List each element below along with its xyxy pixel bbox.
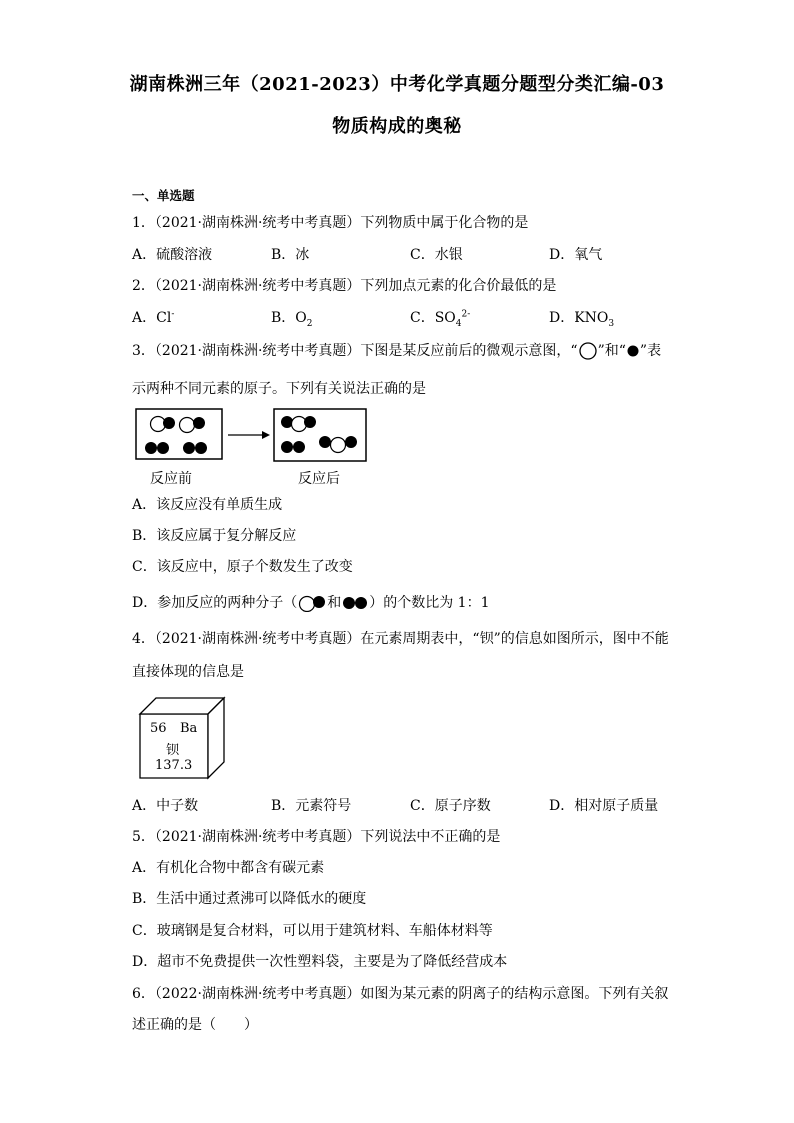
question-3-stem-line-2: 示两种不同元素的原子。下列有关说法正确的是 [132,381,426,397]
question-3-stem-line-1 [132,340,661,360]
q3-option-d-part-3: ）的个数比为 1：1 [369,595,490,611]
option-a-text: A．Cl [132,310,172,326]
option-c-text: C．SO [410,310,456,326]
question-3-option-c: C．该反应中，原子个数发生了改变 [132,559,353,575]
document-subtitle: 物质构成的奥秘 [332,116,462,137]
q3-option-d-part-2: 和 [327,595,342,611]
barium-element-cube [138,696,228,780]
question-5-option-d: D．超市不免费提供一次性塑料袋，主要是为了降低经营成本 [132,954,508,970]
document-title: 湖南株洲三年（2021-2023）中考化学真题分题型分类汇编-03 [129,74,665,95]
question-1-option-c: C．水银 [410,247,463,263]
after-reaction-label: 反应后 [298,471,340,487]
section-heading: 一、单选题 [132,188,195,203]
white-atom-icon [578,342,598,360]
question-1-option-b: B．冰 [271,247,310,263]
question-4-stem-line-1: 4．（2021·湖南株洲·统考中考真题）在元素周期表中，“钡”的信息如图所示，图中不能 [132,631,669,647]
question-4-option-a: A．中子数 [132,798,199,814]
question-2-option-a [132,307,174,327]
question-4-option-b: B．元素符号 [271,798,352,814]
q3-stem-part-3: ”表 [639,343,662,359]
option-b-subscript: 2 [306,318,313,329]
black-black-molecule-icon [341,595,369,611]
atomic-mass: 137.3 [155,758,193,773]
reaction-diagram [132,405,372,467]
question-6-stem-line-2: 述正确的是（ ） [132,1017,258,1033]
before-reaction-label: 反应前 [150,471,192,487]
option-d-subscript: 3 [608,318,615,329]
question-4-option-d: D．相对原子质量 [549,798,659,814]
question-4-option-c: C．原子序数 [410,798,491,814]
question-5-option-c: C．玻璃钢是复合材料，可以用于建筑材料、车船体材料等 [132,923,493,939]
question-6-stem-line-1: 6．（2022·湖南株洲·统考中考真题）如图为某元素的阴离子的结构示意图。下列有关叙 [132,986,669,1002]
option-a-superscript: - [171,309,175,320]
q3-option-d-part-1: D．参加反应的两种分子（ [132,595,298,611]
question-3-option-d [132,592,490,612]
question-2-option-b [271,307,313,327]
question-1-option-d: D．氧气 [549,247,603,263]
question-1-stem: 1．（2021·湖南株洲·统考中考真题）下列物质中属于化合物的是 [132,215,529,231]
question-2-option-d [549,307,614,327]
element-name: 钡 [166,743,180,758]
black-atom-icon [626,344,640,358]
option-d-text: D．KNO [549,310,609,326]
white-black-molecule-icon [297,594,327,612]
q3-stem-part-1: 3．（2021·湖南株洲·统考中考真题）下图是某反应前后的微观示意图，“ [132,343,578,359]
element-symbol: Ba [180,721,198,736]
question-5-option-b: B．生活中通过煮沸可以降低水的硬度 [132,891,367,907]
question-4-stem-line-2: 直接体现的信息是 [132,664,244,680]
option-c-superscript: 2- [461,309,471,320]
reaction-arrow [228,431,270,439]
question-3-option-b: B．该反应属于复分解反应 [132,528,297,544]
option-c-subscript: 4 [455,318,462,329]
question-3-option-a: A．该反应没有单质生成 [132,497,283,513]
option-b-text: B．O [271,310,307,326]
q3-stem-part-2: ”和“ [597,343,626,359]
question-2-stem: 2．（2021·湖南株洲·统考中考真题）下列加点元素的化合价最低的是 [132,278,557,294]
question-5-stem: 5．（2021·湖南株洲·统考中考真题）下列说法中不正确的是 [132,829,501,845]
atomic-number: 56 [150,721,167,736]
question-5-option-a: A．有机化合物中都含有碳元素 [132,860,325,876]
question-1-option-a: A．硫酸溶液 [132,247,213,263]
question-2-option-c [410,307,470,327]
